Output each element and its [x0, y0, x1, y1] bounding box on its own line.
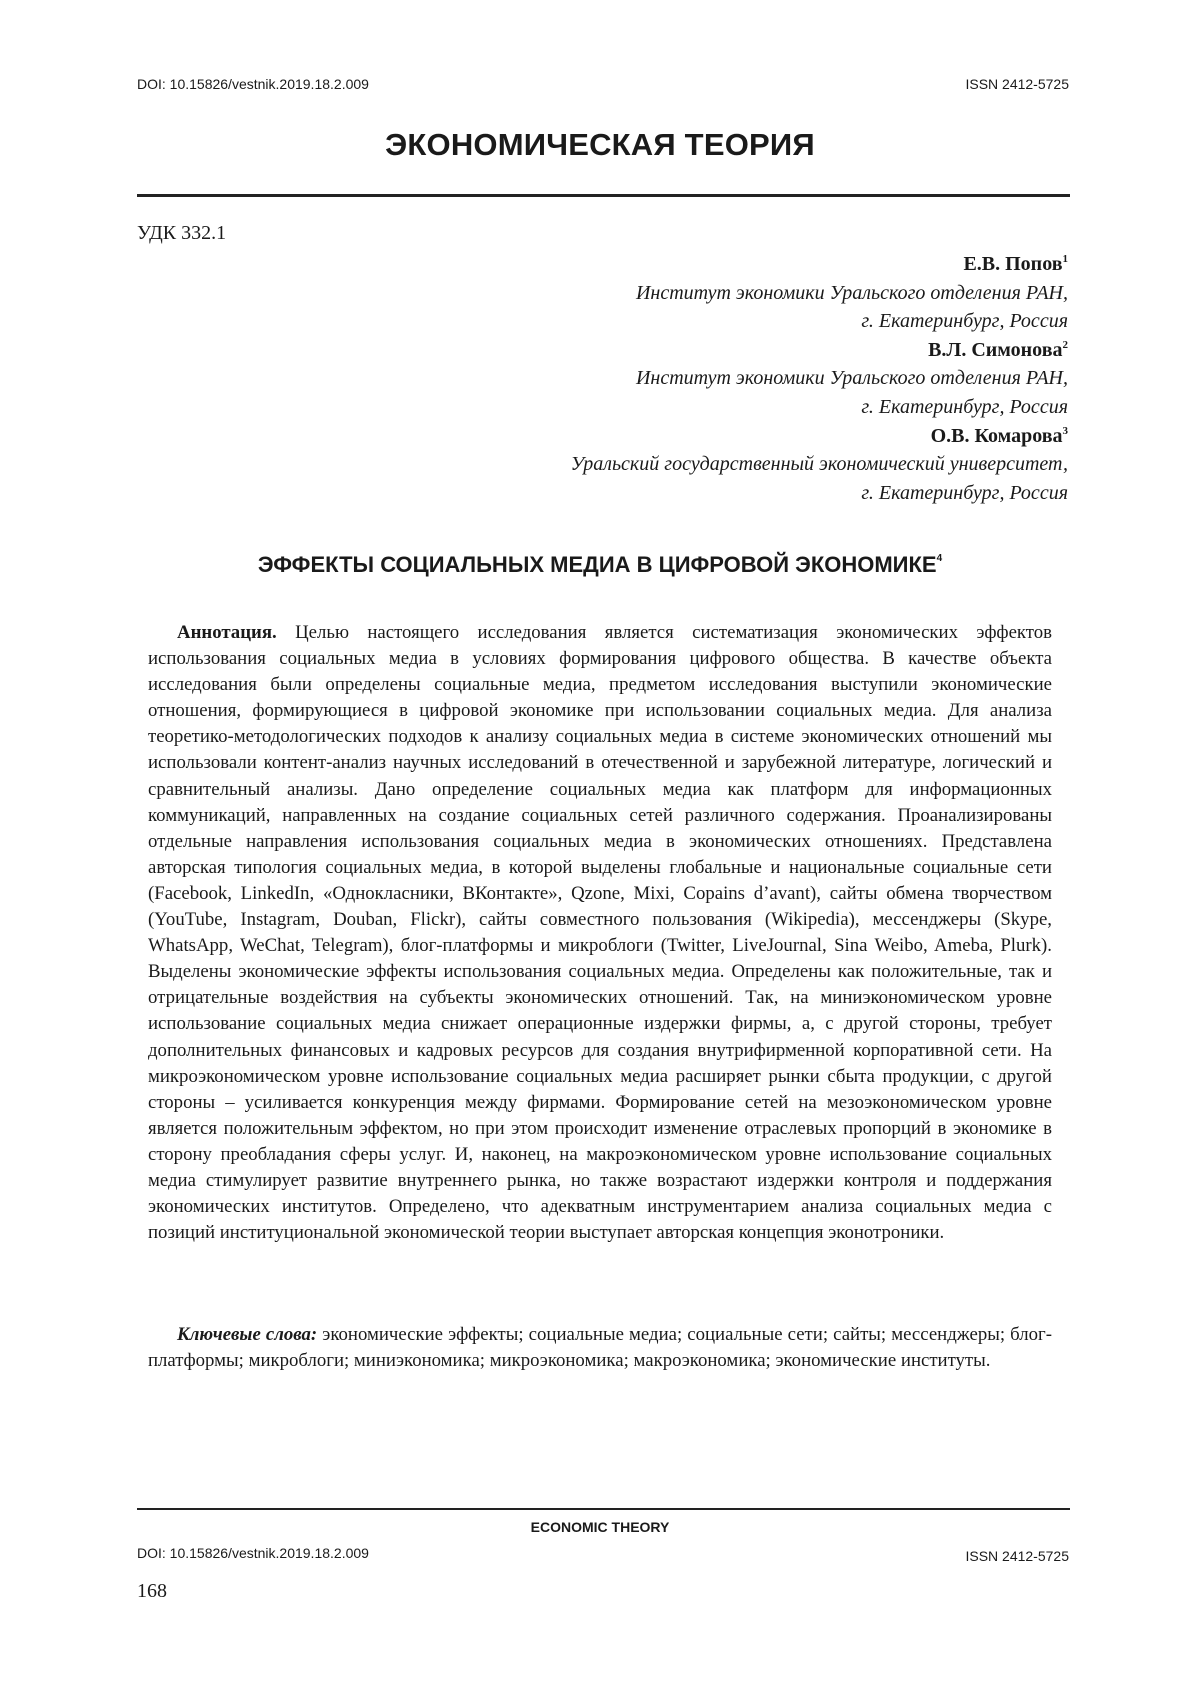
abstract-label: Аннотация.: [177, 622, 277, 643]
footnote-marker: 4: [936, 553, 943, 564]
header-issn: ISSN 2412-5725: [965, 76, 1069, 92]
page-number: 168: [137, 1580, 167, 1602]
header-doi: DOI: 10.15826/vestnik.2019.18.2.009: [137, 76, 369, 92]
keywords: [148, 1322, 1052, 1374]
footer-doi: DOI: 10.15826/vestnik.2019.18.2.009: [137, 1545, 369, 1561]
article-title: ЭФФЕКТЫ СОЦИАЛЬНЫХ МЕДИА В ЦИФРОВОЙ ЭКОНОМИКЕ$^4$: [257, 552, 943, 577]
abstract-text: Целью настоящего исследования является систематизация экономических эффектов использования социальных медиа в условиях формирования цифрового общества. В качестве объекта исследования были определены социальные медиа, предметом исследования выступили экономические отношения, формирующиеся в цифровой экономике при использовании социальных медиа. Для анализа теоретико-методологических подходов к анализу социальных медиа в системе экономических отношений мы использовали контент-анализ научных исследований в отечественной и зарубежной литературе, логический и сравнительный анализы. Дано определение социальных медиа как платформ для информационных коммуникаций, направленных на создание социальных сетей различного содержания. Проанализированы отдельные направления использования социальных медиа в экономических отношениях. Представлена авторская типология социальных медиа, в которой выделены глобальные и национальные социальные сети (Facebook, LinkedIn, «Однокласники, ВКонтакте», Qzone, Mixi, Copains d’avant), сайты обмена творчеством (YouTube, Instagram, Douban, Flickr), сайты совместного пользования (Wikipedia), мессенджеры (Skype, WhatsApp, WeChat, Telegram), блог-платформы и микроблоги (Twitter, LiveJournal, Sina Weibo, Ameba, Plurk). Выделены экономические эффекты использования социальных медиа. Определены как положительные, так и отрицательные воздействия на субъекты экономических отношений. Так, на миниэкономическом уровне использование социальных медиа снижает операционные издержки фирмы, а, с другой стороны, требует дополнительных финансовых и кадровых ресурсов для создания внутрифирменной корпоративной сети. На микроэкономическом уровне использование социальных медиа расширяет рынки сбыта продукции, с другой стороны – усиливается конкуренция между фирмами. Формирование сетей на мезоэкономическом уровне является положительным эффектом, но при этом происходит изменение отраслевых пропорций в экономике в сторону преобладания сферы услуг. И, наконец, на макроэкономическом уровне использование социальных медиа стимулирует развитие внутреннего рынка, но также возрастают издержки контроля и поддержания экономических институтов. Определено, что адекватным инструментарием анализа социальных медиа с позиций институциональной экономической теории выступает авторская концепция эконотроники.: [148, 622, 1052, 1244]
footer-divider: [137, 1508, 1070, 1510]
author-city: г. Екатеринбург, Россия: [861, 310, 1068, 333]
author-name: В.Л. Симонова$^2$: [928, 338, 1068, 361]
keywords-text: экономические эффекты; социальные медиа; социальные сети; сайты; мессенджеры; блог-платформы; микроблоги; миниэкономика; микроэкономика; макроэкономика; экономические институты.: [148, 1324, 1052, 1372]
footer-section-title: ECONOMIC THEORY: [530, 1519, 670, 1535]
author-city: г. Екатеринбург, Россия: [861, 481, 1068, 504]
keywords-label: Ключевые слова:: [177, 1324, 318, 1345]
author-city: г. Екатеринбург, Россия: [861, 395, 1068, 418]
section-title: ЭКОНОМИЧЕСКАЯ ТЕОРИЯ: [385, 127, 815, 162]
udk-code: УДК 332.1: [137, 222, 227, 244]
author-affiliation: Уральский государственный экономический университет,: [570, 453, 1068, 476]
header-divider: [137, 194, 1070, 197]
author-affiliation: Институт экономики Уральского отделения РАН,: [635, 281, 1068, 304]
author-name: О.В. Комарова$^3$: [930, 424, 1068, 447]
footer-issn: ISSN 2412-5725: [965, 1548, 1069, 1564]
author-block: [368, 250, 1068, 507]
abstract: [148, 620, 1052, 1246]
author-affiliation: Институт экономики Уральского отделения РАН,: [635, 367, 1068, 390]
author-name: Е.В. Попов$^1$: [963, 253, 1068, 275]
